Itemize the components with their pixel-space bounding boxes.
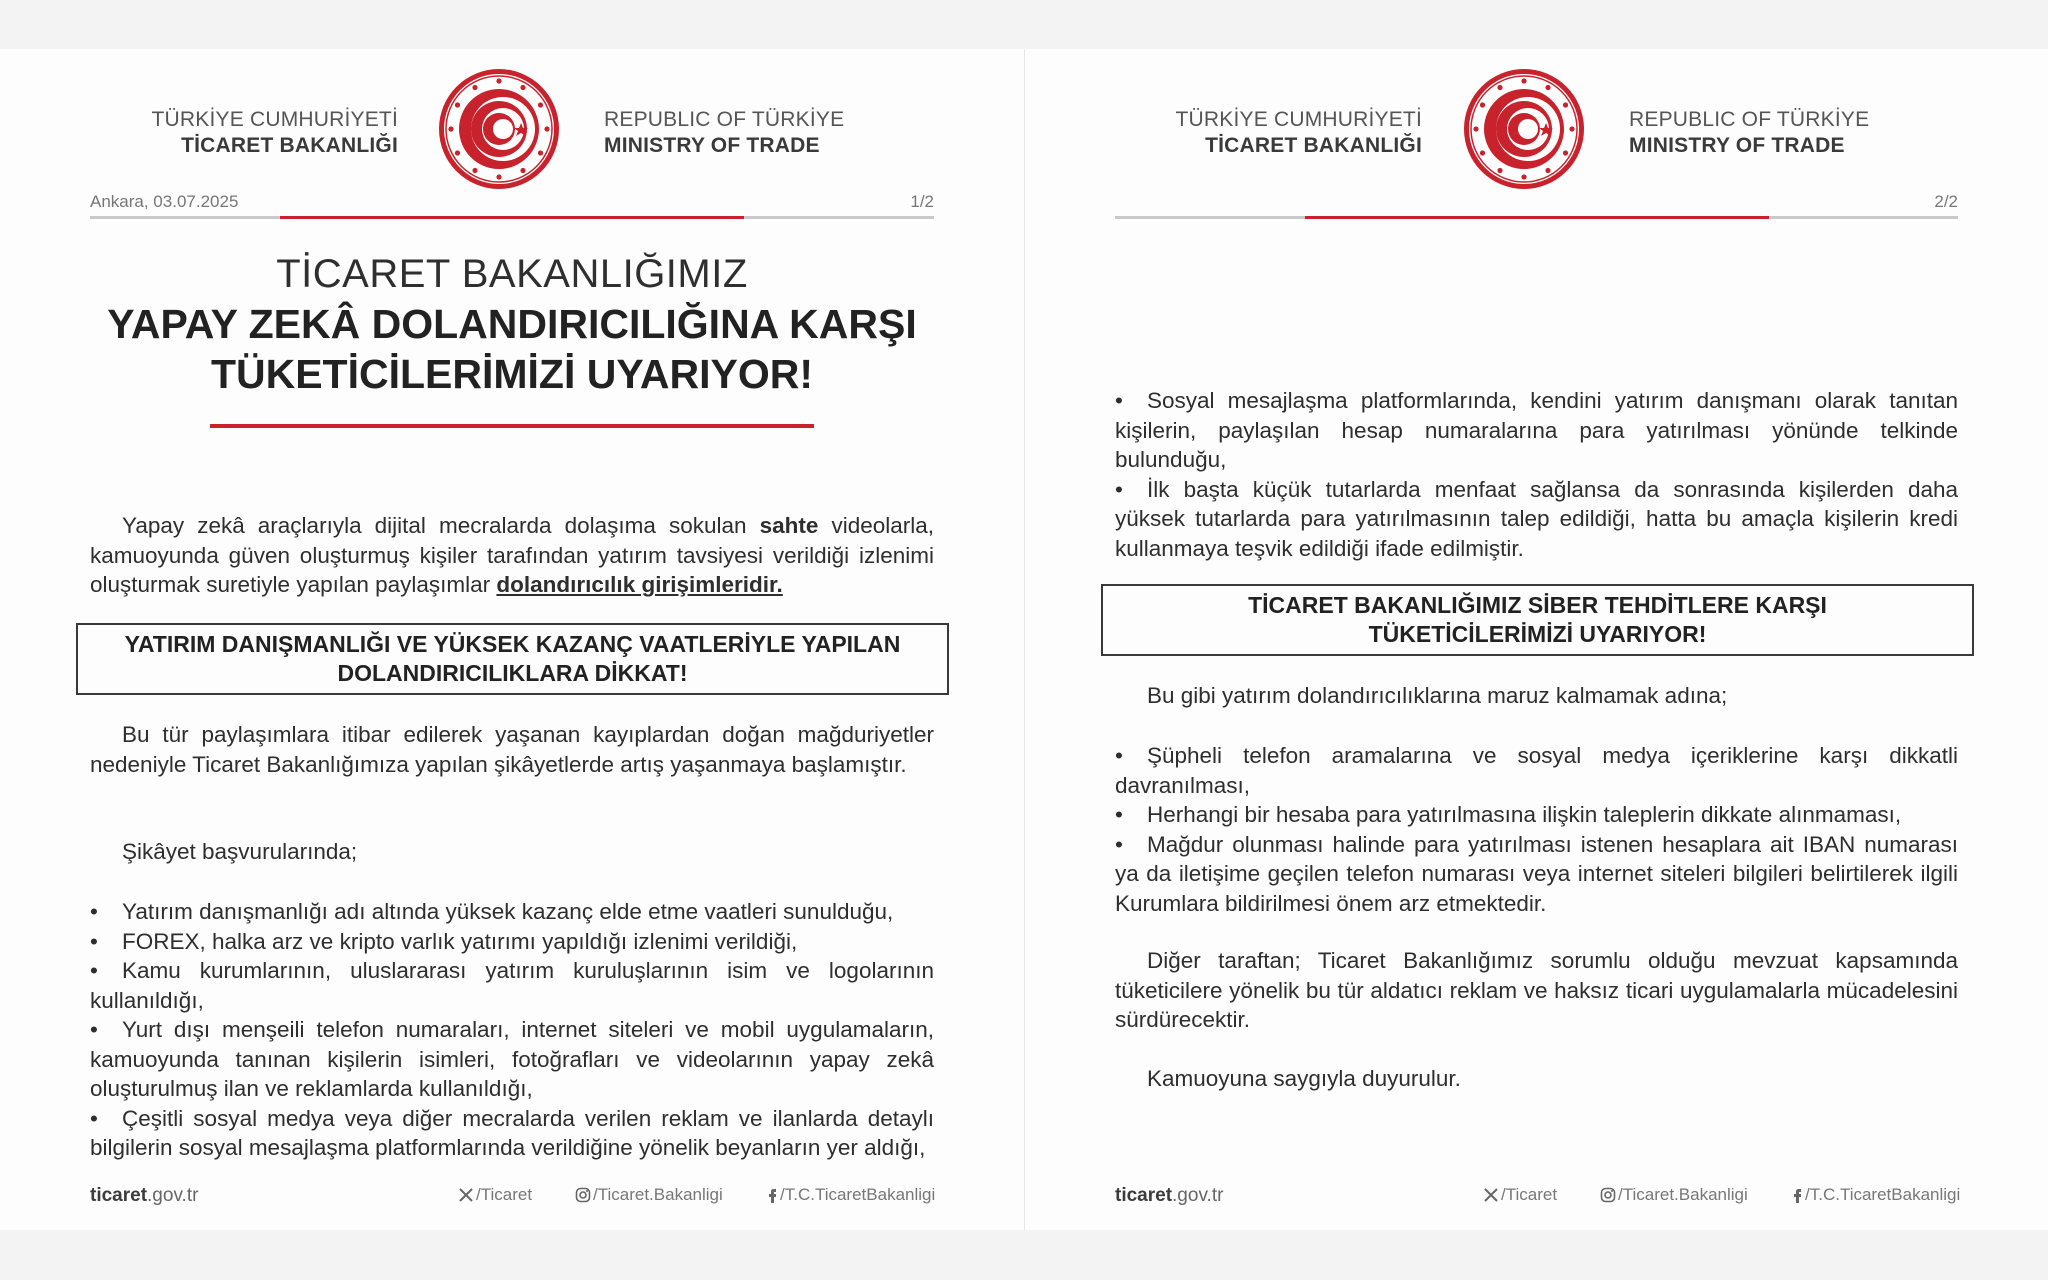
list-item: • FOREX, halka arz ve kripto varlık yatırımı yapıldığı izlenimi verildiği, bbox=[90, 928, 798, 954]
title-main bbox=[60, 299, 964, 399]
footer bbox=[1115, 1185, 1960, 1209]
document-meta bbox=[90, 192, 934, 212]
ministry-seal-icon bbox=[1462, 67, 1586, 191]
page-number: 2/2 bbox=[1934, 192, 1958, 211]
document-page-1 bbox=[0, 49, 1024, 1230]
title-line2: YAPAY ZEKÂ DOLANDIRICILIĞINA KARŞI bbox=[107, 301, 917, 347]
instagram-icon bbox=[575, 1187, 591, 1203]
ministry-seal-icon bbox=[437, 67, 561, 191]
header-tr-line2: TİCARET BAKANLIĞI bbox=[181, 134, 398, 157]
list-item: • Sosyal mesajlaşma platformlarında, kendini yatırım danışmanı olarak tanıtan kişilerin, paylaşılan hesap numaralarına para yatırılması yönünde telkinde bulunduğu, bbox=[1115, 388, 1958, 472]
list-item: • Kamu kurumlarının, uluslararası yatırım kuruluşlarının isim ve logolarının kullanıldığı, bbox=[90, 958, 934, 1013]
document-page-2 bbox=[1024, 49, 2048, 1230]
title-line1: TİCARET BAKANLIĞIMIZ bbox=[276, 252, 748, 296]
header-en-line1: REPUBLIC OF TÜRKİYE bbox=[604, 108, 845, 131]
title-line3: TÜKETİCİLERİMİZİ UYARIYOR! bbox=[210, 351, 814, 397]
advice-list bbox=[1115, 741, 1958, 918]
warning-line2: TÜKETİCİLERİMİZİ UYARIYOR! bbox=[1368, 621, 1707, 647]
header-tr-line1: TÜRKİYE CUMHURİYETİ bbox=[151, 108, 398, 131]
header-en-line1: REPUBLIC OF TÜRKİYE bbox=[1629, 108, 1870, 131]
facebook-icon bbox=[1791, 1187, 1803, 1203]
header-divider bbox=[1115, 216, 1958, 219]
document-date: Ankara, 03.07.2025 bbox=[90, 192, 239, 211]
warning-line1: TİCARET BAKANLIĞIMIZ SİBER TEHDİTLERE KARŞI bbox=[1248, 592, 1827, 618]
warning-box bbox=[1101, 584, 1974, 656]
emphasis-sahte: sahte bbox=[759, 513, 819, 538]
header-tr-line1: TÜRKİYE CUMHURİYETİ bbox=[1175, 108, 1422, 131]
header-tr-line2: TİCARET BAKANLIĞI bbox=[1205, 134, 1422, 157]
x-link[interactable]: /Ticaret bbox=[458, 1185, 532, 1205]
complaints-paragraph: Bu tür paylaşımlara itibar edilerek yaşanan kayıplardan doğan mağduriyetler nedeniyle Ticaret Bakanlığımıza yapılan şikâyetlerde artış yaşanmaya başlamıştır. bbox=[90, 722, 934, 777]
complaints-intro: Şikâyet başvurularında; bbox=[122, 839, 358, 864]
emphasis-fraud: dolandırıcılık girişimleridir. bbox=[496, 572, 783, 597]
list-item: • Mağdur olunması halinde para yatırılması istenen hesaplara ait IBAN numarası ya da iletişime geçilen telefon numarası veya internet siteleri bilgileri belirtilerek ilgili Kurumlara bildirilmesi önem arz etmektedir. bbox=[1115, 831, 1958, 916]
closing-statement: Kamuoyuna saygıyla duyurulur. bbox=[1147, 1066, 1461, 1091]
list-item: • Herhangi bir hesaba para yatırılmasına ilişkin taleplerin dikkate alınmaması, bbox=[1115, 802, 1902, 827]
instagram-link[interactable]: /Ticaret.Bakanligi bbox=[575, 1185, 723, 1205]
header-turkish bbox=[1176, 107, 1422, 159]
list-item: • Yurt dışı menşeili telefon numaraları, internet siteleri ve mobil uygulamaların, kamuoyunda tanınan kişilerin isimleri, fotoğrafları ve videolarının yapay zekâ oluşturulmuş ilan ve reklamlarda kullanıldığı, bbox=[90, 1017, 934, 1101]
header-en-line2: MINISTRY OF TRADE bbox=[604, 134, 820, 157]
list-item: • Çeşitli sosyal medya veya diğer mecralarda verilen reklam ve ilanlarda detaylı bilgilerin sosyal mesajlaşma platformlarında verildiğine yönelik beyanların yer aldığı, bbox=[90, 1105, 934, 1160]
complaints-list bbox=[90, 897, 934, 1163]
page-number: 1/2 bbox=[910, 192, 934, 211]
x-link[interactable]: /Ticaret bbox=[1483, 1185, 1557, 1205]
x-logo-icon bbox=[1483, 1187, 1499, 1203]
list-item: • Yatırım danışmanlığı adı altında yüksek kazanç elde etme vaatleri sunulduğu, bbox=[90, 899, 894, 924]
x-logo-icon bbox=[458, 1187, 474, 1203]
list-item: • Şüpheli telefon aramalarına ve sosyal medya içeriklerine karşı dikkatli davranılması, bbox=[1115, 743, 1958, 798]
website-link[interactable]: ticaret.gov.tr bbox=[1115, 1185, 1224, 1206]
intro-paragraph: Yapay zekâ araçlarıyla dijital mecralarda dolaşıma sokulan sahte videolarla, kamuoyunda güven oluşturmuş kişiler tarafından yatırım tavsiyesi verildiği izlenimi oluşturmak suretiyle yapılan paylaşımlar dolandırıcılık girişimleridir. bbox=[90, 513, 934, 597]
title-underline bbox=[210, 424, 814, 428]
footer bbox=[90, 1185, 936, 1209]
observations-list bbox=[1115, 386, 1958, 563]
header-english bbox=[1629, 107, 1869, 159]
facebook-link[interactable]: /T.C.TicaretBakanligi bbox=[766, 1185, 935, 1205]
header-en-line2: MINISTRY OF TRADE bbox=[1629, 134, 1845, 157]
header-divider bbox=[90, 216, 934, 219]
header-english bbox=[604, 107, 844, 159]
facebook-icon bbox=[766, 1187, 778, 1203]
advice-intro: Bu gibi yatırım dolandırıcılıklarına maruz kalmamak adına; bbox=[1147, 683, 1728, 708]
instagram-icon bbox=[1600, 1187, 1616, 1203]
document-meta bbox=[1115, 192, 1958, 212]
warning-box bbox=[76, 623, 949, 695]
header-turkish bbox=[152, 107, 398, 159]
warning-line2: DOLANDIRICILIKLARA DİKKAT! bbox=[337, 660, 688, 686]
closing-paragraph: Diğer taraftan; Ticaret Bakanlığımız sorumlu olduğu mevzuat kapsamında tüketicilere yönelik bu tür aldatıcı reklam ve haksız ticari uygulamalarla mücadelesini sürdürecektir. bbox=[1115, 948, 1958, 1032]
instagram-link[interactable]: /Ticaret.Bakanligi bbox=[1600, 1185, 1748, 1205]
warning-line1: YATIRIM DANIŞMANLIĞI VE YÜKSEK KAZANÇ VAATLERİYLE YAPILAN bbox=[124, 631, 901, 657]
website-link[interactable]: ticaret.gov.tr bbox=[90, 1185, 199, 1206]
list-item: • İlk başta küçük tutarlarda menfaat sağlansa da sonrasında kişilerden daha yüksek tutarlarda para yatırılmasının talep edildiği, hatta bu amaçla kişilerin kredi kullanmaya teşvik edildiği ifade edilmiştir. bbox=[1115, 476, 1958, 561]
facebook-link[interactable]: /T.C.TicaretBakanligi bbox=[1791, 1185, 1960, 1205]
